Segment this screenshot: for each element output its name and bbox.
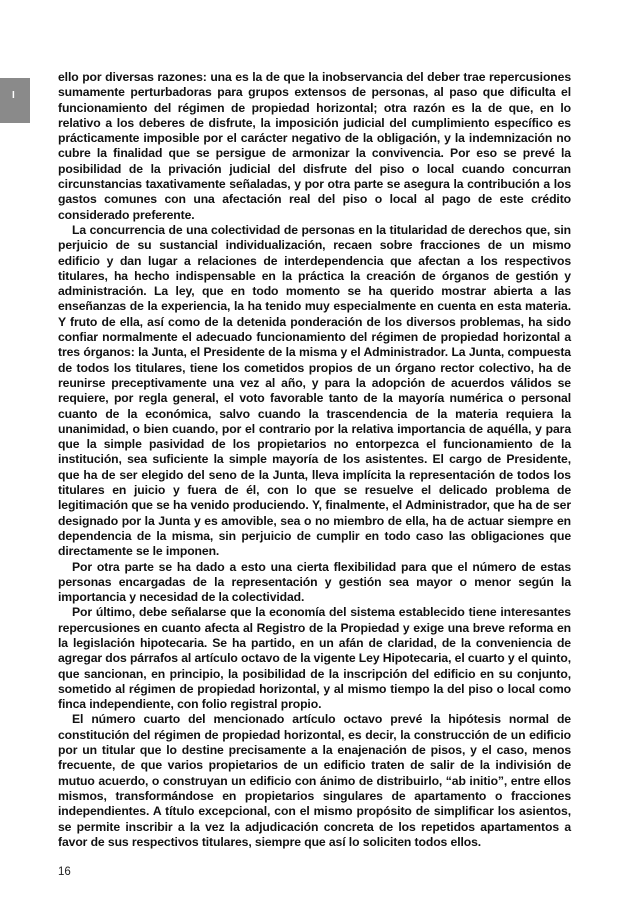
paragraph-registry: Por último, debe señalarse que la economía del sistema establecido tiene interesantes repercusiones en cuanto afecta al Registro de la Propiedad y exige una breve reforma en la legislación hipotecaria. Se ha partido, en un afán de claridad, de la conveniencia de agregar dos párrafos al artículo octavo de la vigente Ley Hipotecaria, el cuarto y el quinto, que sancionan, en principio, la posibilidad de la inscripción del edificio en su conjunto, sometido al régimen de propiedad horizontal, y al mismo tiempo la del piso o local como finca independiente, con folio registral propio.	[58, 605, 571, 712]
chapter-side-tab-label: I	[12, 90, 15, 101]
body-text	[58, 70, 571, 850]
paragraph-flexibility: Por otra parte se ha dado a esto una cierta flexibilidad para que el número de estas personas encargadas de la representación y gestión sea mayor o menor según la importancia y necesidad de la colectividad.	[58, 559, 571, 605]
page-number: 16	[58, 866, 71, 878]
chapter-side-tab	[0, 78, 30, 123]
paragraph-article-eight: El número cuarto del mencionado artículo octavo prevé la hipótesis normal de constitución del régimen de propiedad horizontal, es decir, la construcción de un edificio por un titular que lo destine precisamente a la enajenación de pisos, y el caso, menos frecuente, de que varios propietarios de un edificio traten de salir de la indivisión de mutuo acuerdo, o construyan un edificio con ánimo de distribuirlo, “ab initio”, entre ellos mismos, transformándose en propietarios singulares de apartamento o fracciones independientes. A título excepcional, con el mismo propósito de simplificar los asientos, se permite inscribir a la vez la adjudicación concreta de los repetidos apartamentos a favor de sus respectivos titulares, siempre que así lo soliciten todos ellos.	[58, 712, 571, 849]
paragraph-continued: ello por diversas razones: una es la de que la inobservancia del deber trae repercusiones sumamente perturbadoras para grupos extensos de personas, al paso que dificulta el funcionamiento del régimen de propiedad horizontal; otra razón es la de que, en lo relativo a los deberes de disfrute, la imposición judicial del cumplimiento específico es prácticamente imposible por el carácter negativo de la obligación, y la indemnización no cubre la finalidad que se persigue de armonizar la convivencia. Por eso se prevé la posibilidad de la privación judicial del disfrute del piso o local cuando concurran circunstancias taxativamente señaladas, y por otra parte se asegura la contribución a los gastos comunes con una afectación real del piso o local al pago de este crédito considerado preferente.	[58, 70, 571, 222]
paragraph-organs: La concurrencia de una colectividad de personas en la titularidad de derechos que, sin perjuicio de su sustancial individualización, recaen sobre fracciones de un mismo edificio y dan lugar a relaciones de interdependencia que afectan a los respectivos titulares, ha hecho indispensable en la práctica la creación de órganos de gestión y administración. La ley, que en todo momento se ha querido mostrar abierta a las enseñanzas de la experiencia, la ha tenido muy especialmente en cuenta en esta materia. Y fruto de ella, así como de la detenida ponderación de los diversos problemas, ha sido confiar normalmente el adecuado funcionamiento del régimen de propiedad horizontal a tres órganos: la Junta, el Presidente de la misma y el Administrador. La Junta, compuesta de todos los titulares, tiene los cometidos propios de un órgano rector colectivo, ha de reunirse preceptivamente una vez al año, y para la adopción de acuerdos válidos se requiere, por regla general, el voto favorable tanto de la mayoría numérica o personal cuanto de la económica, salvo cuando la trascendencia de la materia requiera la unanimidad, o bien cuando, por el contrario por la relativa importancia de aquélla, y para que la simple pasividad de los propietarios no entorpezca el funcionamiento de la institución, sea suficiente la simple mayoría de los asistentes. El cargo de Presidente, que ha de ser elegido del seno de la Junta, lleva implícita la representación de todos los titulares en juicio y fuera de él, con lo que se resuelve el delicado problema de legitimación que se ha venido produciendo. Y, finalmente, el Administrador, que ha de ser designado por la Junta y es amovible, sea o no miembro de ella, ha de actuar siempre en dependencia de la misma, sin perjuicio de cumplir en todo caso las obligaciones que directamente se le imponen.	[58, 222, 571, 559]
